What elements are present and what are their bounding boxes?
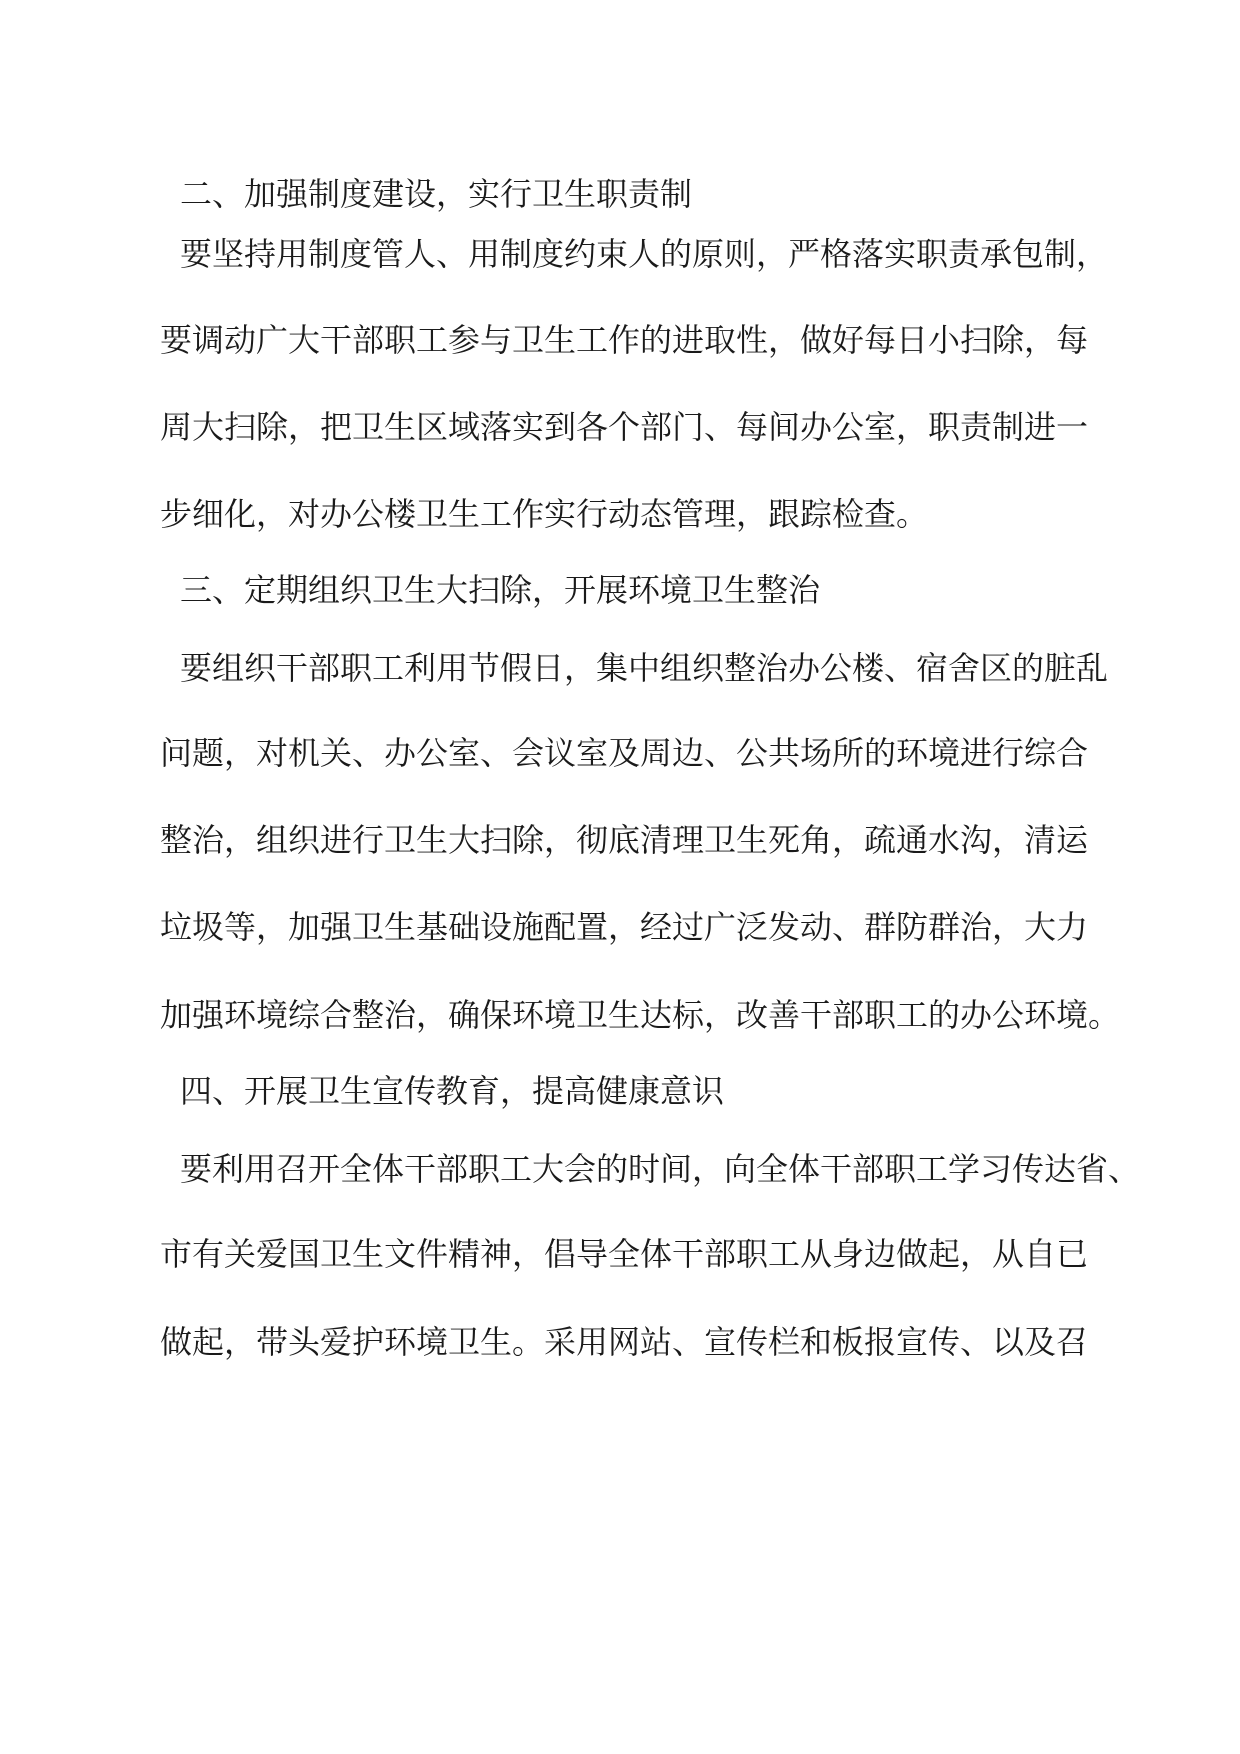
- paragraph-line: 做起，带头爱护环境卫生。采用网站、宣传栏和板报宣传、以及召: [160, 1323, 1089, 1361]
- paragraph-line: 市有关爱国卫生文件精神，倡导全体干部职工从身边做起，从自已: [160, 1235, 1089, 1273]
- paragraph-line: 垃圾等，加强卫生基础设施配置，经过广泛发动、群防群治，大力: [160, 908, 1089, 946]
- paragraph-line: 周大扫除，把卫生区域落实到各个部门、每间办公室，职责制进一: [160, 408, 1089, 446]
- paragraph-line: 整治，组织进行卫生大扫除，彻底清理卫生死角，疏通水沟，清运: [160, 821, 1089, 859]
- section-heading-4: 四、开展卫生宣传教育，提高健康意识: [180, 1072, 725, 1110]
- paragraph-line: 加强环境综合整治，确保环境卫生达标，改善干部职工的办公环境。: [160, 996, 1121, 1034]
- paragraph-line: 要组织干部职工利用节假日，集中组织整治办公楼、宿舍区的脏乱: [180, 649, 1109, 687]
- paragraph-line: 要调动广大干部职工参与卫生工作的进取性，做好每日小扫除，每: [160, 321, 1089, 359]
- paragraph-line: 问题，对机关、办公室、会议室及周边、公共场所的环境进行综合: [160, 734, 1089, 772]
- section-heading-3: 三、定期组织卫生大扫除，开展环境卫生整治: [180, 571, 821, 609]
- paragraph-line: 要利用召开全体干部职工大会的时间，向全体干部职工学习传达省、: [180, 1150, 1141, 1188]
- paragraph-line: 要坚持用制度管人、用制度约束人的原则，严格落实职责承包制，: [180, 235, 1109, 273]
- paragraph-line: 步细化，对办公楼卫生工作实行动态管理，跟踪检查。: [160, 495, 929, 533]
- section-heading-2: 二、加强制度建设，实行卫生职责制: [180, 175, 693, 213]
